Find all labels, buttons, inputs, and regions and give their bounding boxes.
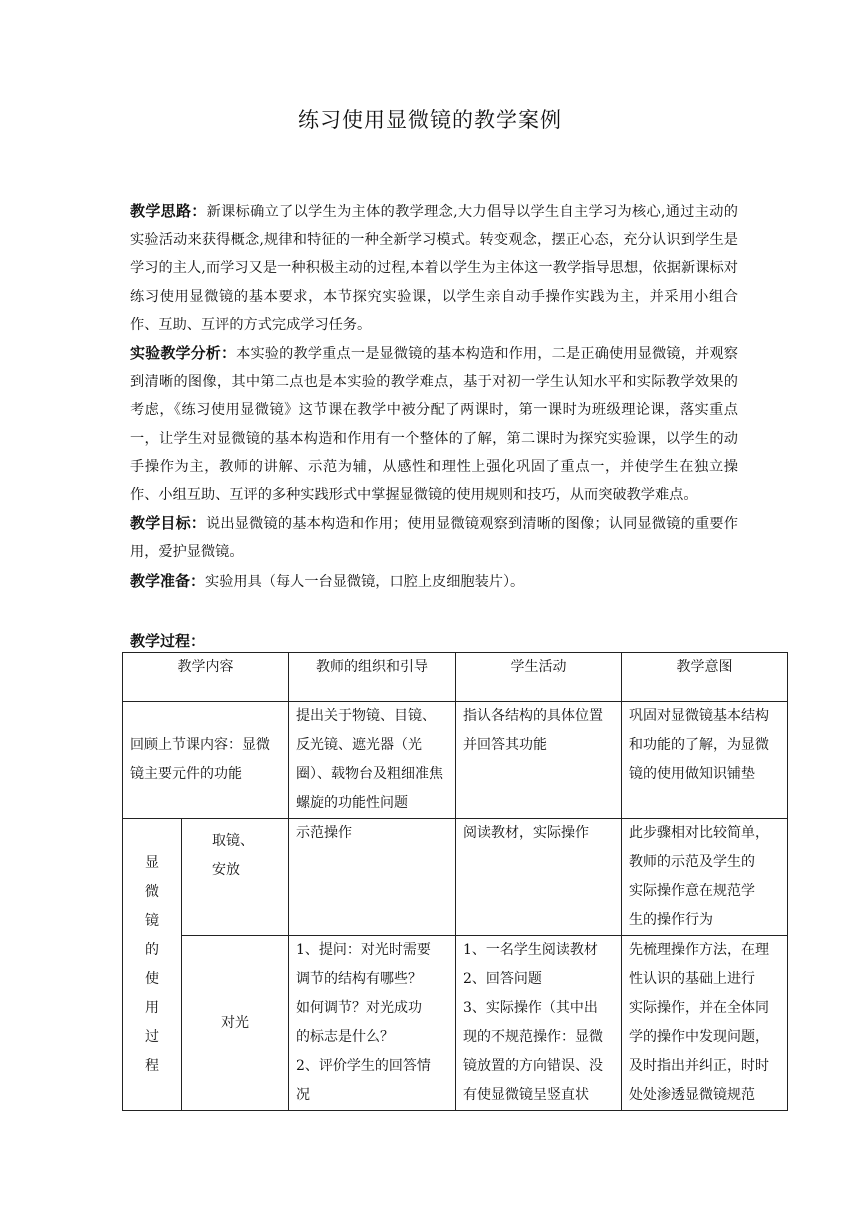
- header-content: 教学内容: [123, 653, 289, 702]
- table-row: [123, 819, 788, 936]
- section-label: 实验教学分析：: [130, 344, 237, 363]
- paragraph-teaching-idea: [130, 197, 738, 339]
- process-heading: 教学过程：: [130, 632, 206, 650]
- step-student-cell: 阅读教材，实际操作: [456, 819, 622, 936]
- step-name-cell: 取镜、 安放: [182, 819, 289, 936]
- paragraph-teaching-goals: [130, 509, 738, 566]
- vertical-label: 显 微 镜 的 使 用 过 程: [145, 854, 159, 1074]
- body-text: [130, 197, 738, 596]
- step-intent-cell: 先梳理操作方法，在理 性认识的基础上进行 实际操作，并在全体同 学的操作中发现问题， 及时指出并纠正，时时 处处渗透显微镜规范: [622, 936, 788, 1111]
- review-teacher-cell: 提出关于物镜、目镜、反光镜、遮光器（光圈）、载物台及粗细准焦螺旋的功能性问题: [289, 702, 456, 819]
- section-text: 本实验的教学重点一是显微镜的基本构造和作用，二是正确使用显微镜，并观察到清晰的图像，其中第二点也是本实验的教学难点，基于对初一学生认知水平和实际教学效果的考虑，《练习使用显微镜》这节课在教学中被分配了两课时，第一课时为班级理论课，落实重点一，让学生对显微镜的基本构造和作用有一个整体的了解，第二课时为探究实验课，以学生的动手操作为主，教师的讲解、示范为辅，从感性和理性上强化巩固了重点一，并使学生在独立操作、小组互助、互评的多种实践形式中掌握显微镜的使用规则和技巧，从而突破教学难点。: [130, 346, 738, 504]
- section-label: 教学目标：: [130, 514, 206, 533]
- section-text: 实验用具（每人一台显微镜，口腔上皮细胞装片）。: [205, 573, 525, 590]
- step-student-cell: 1、一名学生阅读教材 2、回答问题 3、实际操作（其中出 现的不规范操作：显微 镜放置的方向错误、没 有使显微镜呈竖直状: [456, 936, 622, 1111]
- review-intent-cell: 巩固对显微镜基本结构和功能的了解，为显微镜的使用做知识铺垫: [622, 702, 788, 819]
- step-intent-cell: 此步骤相对比较简单， 教师的示范及学生的 实际操作意在规范学 生的操作行为: [622, 819, 788, 936]
- table-row: [123, 936, 788, 1111]
- page-title: 练习使用显微镜的教学案例: [298, 108, 562, 132]
- header-student: 学生活动: [456, 653, 622, 702]
- step-teacher-cell: 1、提问：对光时需要 调节的结构有哪些？ 如何调节？对光成功 的标志是什么？ 2、评价学生的回答情 况: [289, 936, 456, 1111]
- step-teacher-cell: 示范操作: [289, 819, 456, 936]
- table-row: [123, 702, 788, 819]
- section-label: 教学准备：: [130, 571, 206, 590]
- section-text: 说出显微镜的基本构造和作用；使用显微镜观察到清晰的图像；认同显微镜的重要作用，爱护显微镜。: [130, 516, 738, 561]
- table-header-row: [123, 653, 788, 702]
- step-name-cell: 对光: [182, 936, 289, 1111]
- lesson-table: [122, 652, 788, 1111]
- review-student-cell: 指认各结构的具体位置并回答其功能: [456, 702, 622, 819]
- header-teacher: 教师的组织和引导: [289, 653, 456, 702]
- section-text: 新课标确立了以学生为主体的教学理念,大力倡导以学生自主学习为核心,通过主动的实验活动来获得概念,规律和特征的一种全新学习模式。转变观念，摆正心态，充分认识到学生是学习的主人,而学习又是一种积极主动的过程,本着以学生为主体这一教学指导思想，依据新课标对练习使用显微镜的基本要求，本节探究实验课，以学生亲自动手操作实践为主，并采用小组合作、互助、互评的方式完成学习任务。: [130, 204, 738, 333]
- section-label: 教学思路：: [130, 202, 207, 220]
- header-intent: 教学意图: [622, 653, 788, 702]
- paragraph-experiment-analysis: [130, 339, 738, 509]
- review-content-cell: 回顾上节课内容：显微镜主要元件的功能: [123, 702, 289, 819]
- process-group-label: [123, 819, 182, 1111]
- paragraph-teaching-preparation: [130, 567, 738, 596]
